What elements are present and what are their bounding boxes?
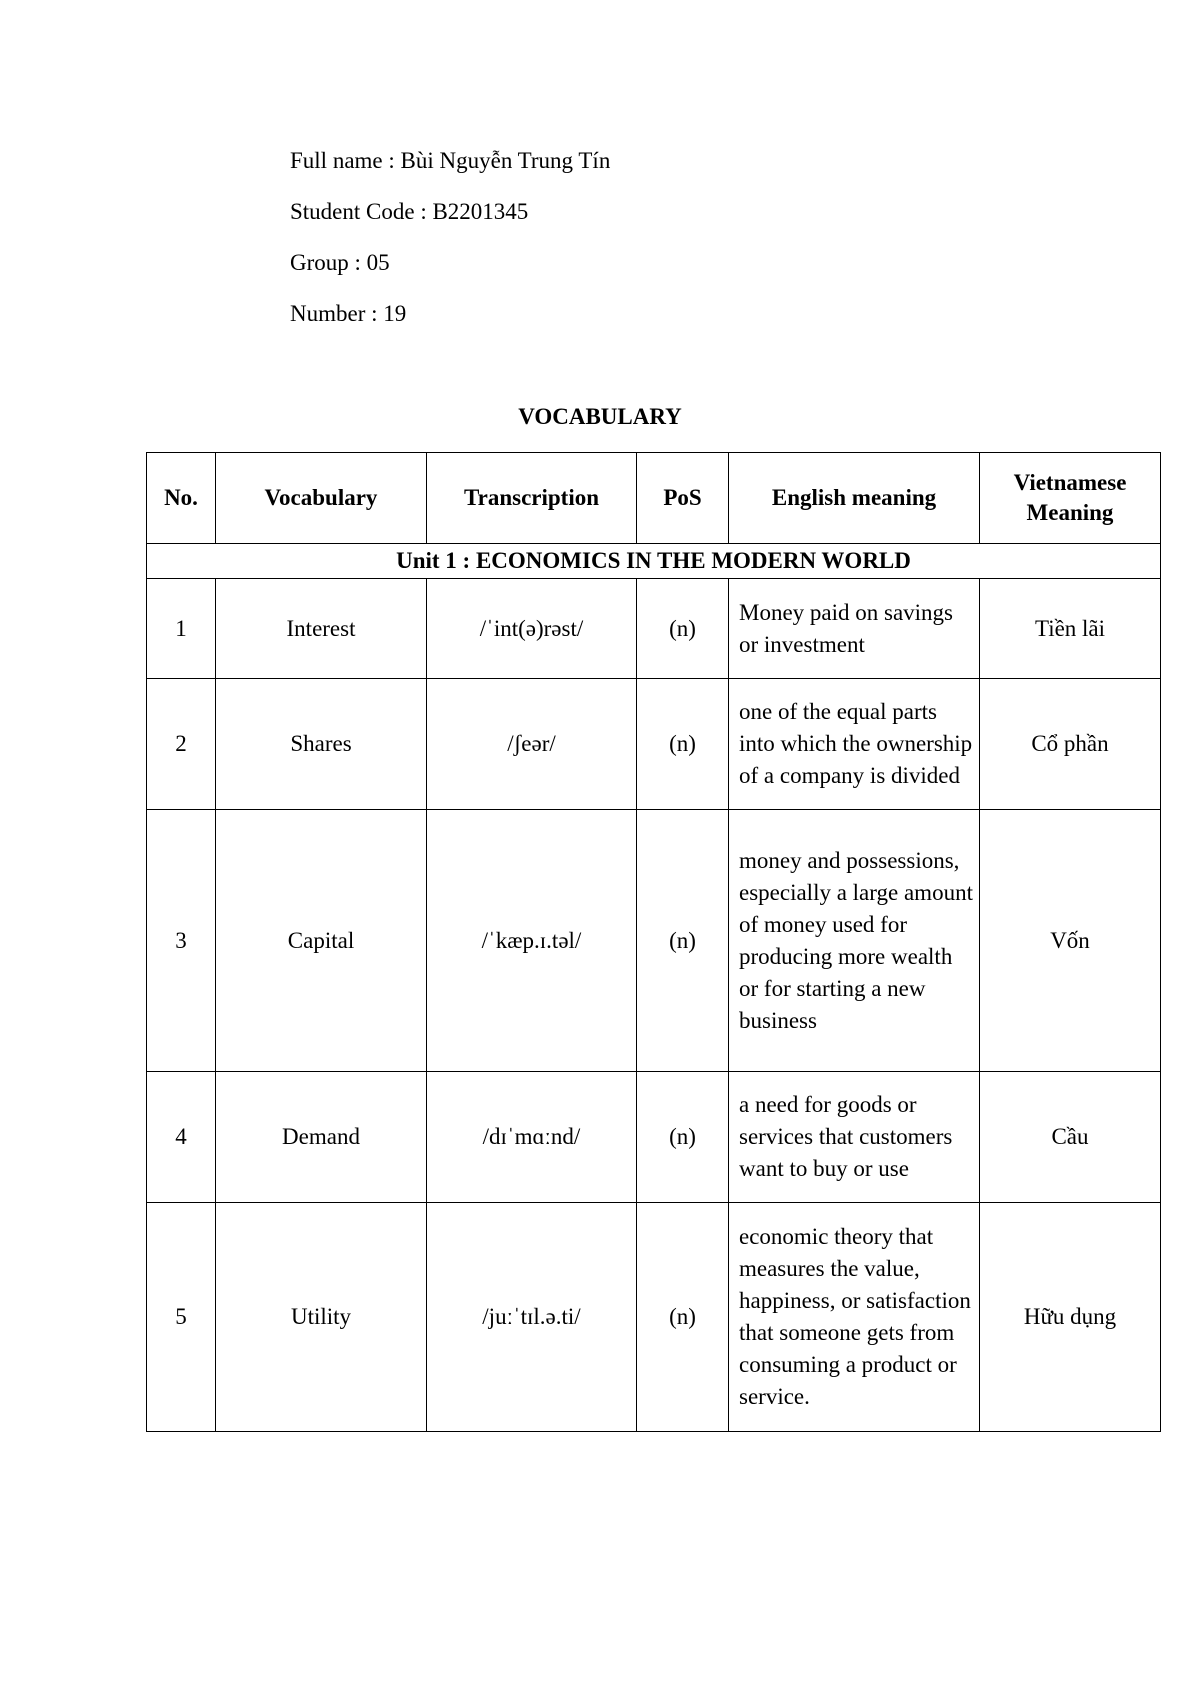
vocabulary-table	[146, 452, 1161, 1432]
header-pos: PoS	[637, 453, 729, 544]
row-vietnamese-meaning: Vốn	[980, 810, 1161, 1072]
row-english-meaning: one of the equal parts into which the ownership of a company is divided	[729, 679, 980, 810]
row-transcription: /juːˈtɪl.ə.ti/	[427, 1203, 637, 1432]
document-title: VOCABULARY	[518, 404, 682, 429]
row-vietnamese-meaning: Tiền lãi	[980, 579, 1161, 679]
full-name-line: Full name : Bùi Nguyễn Trung Tín	[290, 148, 611, 173]
header-vietnamese-meaning	[980, 453, 1161, 544]
table-row	[147, 1203, 1161, 1432]
group-line: Group : 05	[290, 250, 390, 275]
row-transcription: /ʃeər/	[427, 679, 637, 810]
row-vietnamese-meaning: Cổ phần	[980, 679, 1161, 810]
row-transcription: /ˈint(ə)rəst/	[427, 579, 637, 679]
row-english-meaning: money and possessions, especially a large amount of money used for producing more wealth or for starting a new business	[729, 810, 980, 1072]
row-number: 2	[147, 679, 216, 810]
row-pos: (n)	[637, 679, 729, 810]
row-word: Utility	[216, 1203, 427, 1432]
table-row	[147, 810, 1161, 1072]
number-line: Number : 19	[290, 301, 407, 326]
header-english-meaning: English meaning	[729, 453, 980, 544]
header-transcription: Transcription	[427, 453, 637, 544]
unit-title: Unit 1 : ECONOMICS IN THE MODERN WORLD	[147, 544, 1161, 579]
row-english-meaning: a need for goods or services that customers want to buy or use	[729, 1072, 980, 1203]
row-pos: (n)	[637, 579, 729, 679]
row-word: Interest	[216, 579, 427, 679]
row-word: Capital	[216, 810, 427, 1072]
table-header-row	[147, 453, 1161, 544]
table-row	[147, 1072, 1161, 1203]
row-pos: (n)	[637, 1203, 729, 1432]
student-code-line: Student Code : B2201345	[290, 199, 529, 224]
row-pos: (n)	[637, 1072, 729, 1203]
row-vietnamese-meaning: Cầu	[980, 1072, 1161, 1203]
row-number: 1	[147, 579, 216, 679]
row-english-meaning: economic theory that measures the value, happiness, or satisfaction that someone gets from consuming a product or service.	[729, 1203, 980, 1432]
header-vocabulary: Vocabulary	[216, 453, 427, 544]
row-transcription: /dɪˈmɑːnd/	[427, 1072, 637, 1203]
row-number: 3	[147, 810, 216, 1072]
row-vietnamese-meaning: Hữu dụng	[980, 1203, 1161, 1432]
row-number: 5	[147, 1203, 216, 1432]
header-no: No.	[147, 453, 216, 544]
table-row	[147, 679, 1161, 810]
row-number: 4	[147, 1072, 216, 1203]
row-transcription: /ˈkæp.ɪ.təl/	[427, 810, 637, 1072]
table-row	[147, 579, 1161, 679]
student-info	[290, 146, 610, 350]
row-english-meaning: Money paid on savings or investment	[729, 579, 980, 679]
row-word: Shares	[216, 679, 427, 810]
unit-title-row	[147, 544, 1161, 579]
header-vietnamese-line1: Vietnamese	[1013, 470, 1127, 495]
row-pos: (n)	[637, 810, 729, 1072]
header-vietnamese-line2: Meaning	[1026, 500, 1114, 525]
row-word: Demand	[216, 1072, 427, 1203]
